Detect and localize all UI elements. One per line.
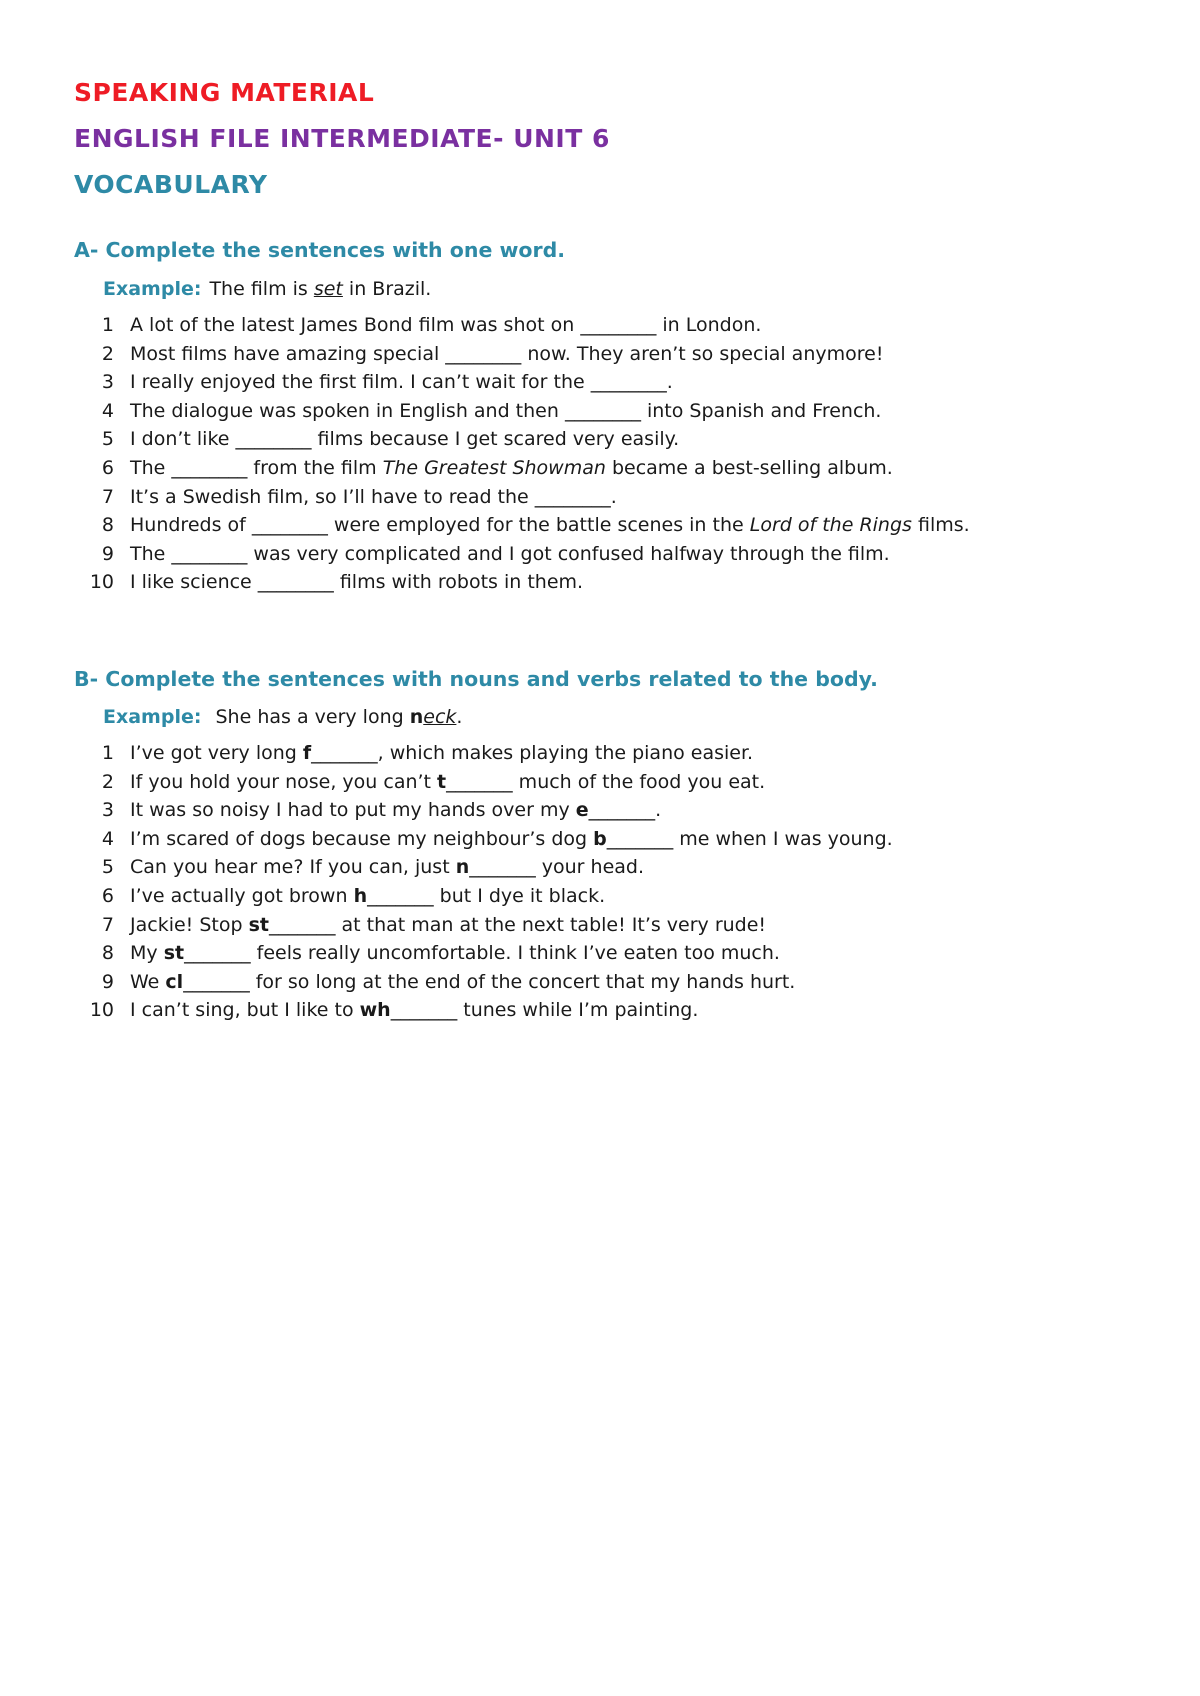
text-fragment: I’ve got very long (130, 742, 303, 764)
list-item (0, 343, 1200, 372)
example-answer: set (313, 278, 343, 300)
document-subtitle: ENGLISH FILE INTERMEDIATE- UNIT 6 (74, 124, 610, 153)
item-number: 2 (101, 342, 114, 365)
list-item (0, 971, 1200, 1000)
example-answer: eck (423, 706, 457, 728)
list-item (0, 371, 1200, 400)
hint-letters: b (593, 827, 607, 850)
hint-letters: st (163, 942, 185, 965)
document-title: SPEAKING MATERIAL (74, 78, 375, 107)
section-b-heading: B- Complete the sentences with nouns and verbs related to the body. (74, 667, 878, 691)
item-number: 1 (101, 742, 114, 764)
item-text (130, 799, 661, 821)
text-fragment: I’m scared of dogs because my neighbour’s dog (130, 827, 594, 850)
list-item (0, 571, 1200, 600)
text-fragment: _______ for so long at the end of the concert that my hands hurt. (183, 970, 796, 993)
item-number: 2 (101, 770, 114, 793)
hint-letters: h (353, 884, 368, 907)
item-text (130, 971, 795, 993)
text-fragment: Can you hear me? If you can, just (130, 856, 456, 879)
list-item (0, 486, 1200, 515)
example-text-before: The film is (209, 278, 314, 300)
item-text (130, 428, 679, 450)
text-fragment: Most films have amazing special ________ now. They aren’t so special anymore! (130, 342, 884, 365)
text-fragment: _______, which makes playing the piano easier. (311, 742, 754, 764)
text-fragment: _______ at that man at the next table! It’s very rude! (268, 913, 767, 936)
item-text (130, 571, 583, 593)
list-item (0, 942, 1200, 971)
text-fragment: We (130, 970, 166, 993)
item-number: 10 (89, 999, 114, 1022)
item-number: 7 (101, 485, 114, 508)
example-label: Example: (103, 278, 202, 300)
hint-letters: f (302, 742, 312, 764)
hint-letters: cl (165, 970, 184, 993)
item-text (130, 942, 780, 964)
text-fragment: It was so noisy I had to put my hands over my (130, 799, 576, 822)
section-b-example (103, 706, 462, 728)
example-hint-letter: n (409, 706, 424, 728)
hint-letters: e (575, 799, 589, 822)
item-number: 4 (101, 827, 114, 850)
section-a-heading: A- Complete the sentences with one word. (74, 238, 566, 262)
item-text (130, 914, 766, 936)
item-text (130, 400, 881, 422)
example-label: Example: (103, 706, 202, 728)
item-number: 9 (101, 542, 114, 565)
title-italic: Lord of the Rings (749, 514, 912, 537)
item-text (130, 486, 617, 508)
item-text (130, 457, 893, 479)
list-item (0, 828, 1200, 857)
item-number: 8 (101, 514, 114, 537)
text-fragment: I don’t like ________ films because I get scared very easily. (130, 428, 680, 451)
text-fragment: A lot of the latest James Bond film was shot on ________ in London. (130, 314, 762, 336)
text-fragment: films. (911, 514, 970, 537)
item-text (130, 828, 893, 850)
item-number: 6 (101, 884, 114, 907)
item-number: 10 (89, 571, 114, 594)
text-fragment: _______ much of the food you eat. (446, 770, 766, 793)
item-number: 1 (101, 314, 114, 336)
item-number: 5 (101, 856, 114, 879)
list-item (0, 799, 1200, 828)
example-text-before: She has a very long (209, 706, 410, 728)
item-number: 9 (101, 970, 114, 993)
text-fragment: became a best-selling album. (605, 456, 893, 479)
text-fragment: I really enjoyed the first film. I can’t wait for the ________. (130, 371, 673, 394)
text-fragment: Jackie! Stop (130, 913, 249, 936)
hint-letters: wh (359, 999, 391, 1022)
text-fragment: _______ your head. (469, 856, 645, 879)
section-b-list (0, 742, 1200, 1028)
item-text (130, 771, 765, 793)
example-text-after: in Brazil. (342, 278, 432, 300)
item-text (130, 343, 883, 365)
text-fragment: _______. (588, 799, 662, 822)
list-item (0, 400, 1200, 429)
example-text-after: . (456, 706, 463, 728)
item-number: 3 (101, 799, 114, 822)
section-a-example (103, 278, 431, 300)
title-italic: The Greatest Showman (382, 456, 606, 479)
text-fragment: _______ but I dye it black. (367, 884, 606, 907)
item-text (130, 514, 970, 536)
item-text (130, 371, 673, 393)
text-fragment: If you hold your nose, you can’t (130, 770, 438, 793)
list-item (0, 428, 1200, 457)
list-item (0, 771, 1200, 800)
item-text (130, 999, 698, 1021)
item-text (130, 885, 605, 907)
item-number: 5 (101, 428, 114, 451)
section-a-list (0, 314, 1200, 600)
text-fragment: The dialogue was spoken in English and then ________ into Spanish and French. (130, 399, 882, 422)
text-fragment: _______ feels really uncomfortable. I think I’ve eaten too much. (184, 942, 780, 965)
list-item (0, 856, 1200, 885)
text-fragment: The ________ was very complicated and I got confused halfway through the film. (130, 542, 890, 565)
item-text (130, 314, 761, 336)
list-item (0, 314, 1200, 343)
item-number: 7 (101, 913, 114, 936)
text-fragment: I’ve actually got brown (130, 884, 354, 907)
section-label: VOCABULARY (74, 170, 268, 199)
hint-letters: st (248, 913, 269, 936)
item-number: 4 (101, 399, 114, 422)
item-number: 6 (101, 456, 114, 479)
text-fragment: I can’t sing, but I like to (130, 999, 360, 1022)
list-item (0, 457, 1200, 486)
text-fragment: Hundreds of ________ were employed for the battle scenes in the (130, 514, 750, 537)
list-item (0, 543, 1200, 572)
text-fragment: It’s a Swedish film, so I’ll have to read the ________. (130, 485, 617, 508)
item-text (130, 742, 753, 764)
list-item (0, 914, 1200, 943)
list-item (0, 999, 1200, 1028)
list-item (0, 514, 1200, 543)
hint-letters: t (437, 770, 447, 793)
text-fragment: I like science ________ films with robots in them. (130, 571, 584, 594)
item-number: 3 (101, 371, 114, 394)
text-fragment: The ________ from the film (130, 456, 383, 479)
item-text (130, 856, 644, 878)
hint-letters: n (455, 856, 470, 879)
item-text (130, 543, 890, 565)
text-fragment: My (130, 942, 164, 965)
list-item (0, 885, 1200, 914)
text-fragment: _______ tunes while I’m painting. (390, 999, 699, 1022)
text-fragment: _______ me when I was young. (606, 827, 893, 850)
item-number: 8 (101, 942, 114, 965)
list-item (0, 742, 1200, 771)
